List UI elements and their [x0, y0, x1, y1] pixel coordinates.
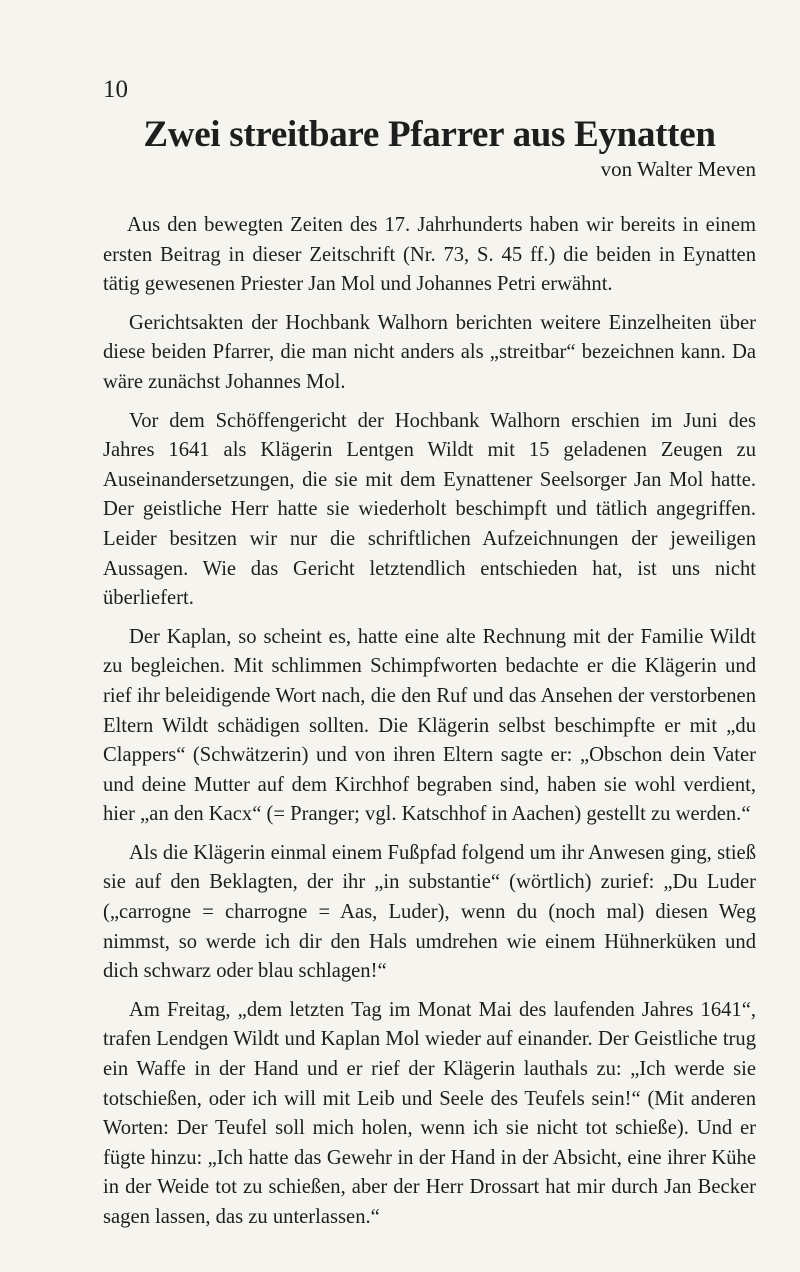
paragraph: Vor dem Schöffengericht der Hochbank Walhorn erschien im Juni des Jahres 1641 als Klägerin Lentgen Wildt mit 15 geladenen Zeugen zu Auseinandersetzungen, die sie mit dem Eynattener Seelsorger Jan Mol hatte. Der geistliche Herr hatte sie wiederholt beschimpft und tätlich angegriffen. Leider besitzen wir nur die schriftlichen Aufzeichnungen der jeweiligen Aussagen. Wie das Gericht letztendlich entschieden hat, ist uns nicht überliefert.: [103, 409, 756, 610]
article-title: Zwei streitbare Pfarrer aus Eynatten: [143, 114, 716, 155]
paragraph: Als die Klägerin einmal einem Fußpfad folgend um ihr Anwesen ging, stieß sie auf den Beklagten, der ihr „in substantie“ (wörtlich) zurief: „Du Luder („carrogne = charrogne = Aas, Luder), wenn du (noch mal) diesen Weg nimmst, so werde ich dir den Hals umdrehen wie einem Hühnerküken und dich schwarz oder blau schlagen!“: [103, 841, 756, 983]
paragraph: Gerichtsakten der Hochbank Walhorn berichten weitere Einzelheiten über diese beiden Pfarrer, die man nicht anders als „streitbar“ bezeichnen kann. Da wäre zunächst Johannes Mol.: [103, 311, 756, 393]
article-body: [103, 211, 756, 1242]
paragraph: Aus den bewegten Zeiten des 17. Jahrhunderts haben wir bereits in einem ersten Beitrag in dieser Zeitschrift (Nr. 73, S. 45 ff.) die beiden in Eynatten tätig gewesenen Priester Jan Mol und Johannes Petri erwähnt.: [103, 214, 756, 296]
article-author: von Walter Meven: [600, 157, 756, 181]
paragraph: Am Freitag, „dem letzten Tag im Monat Mai des laufenden Jahres 1641“, trafen Lendgen Wildt und Kaplan Mol wieder auf einander. Der Geistliche trug ein Waffe in der Hand und er rief der Klägerin lauthals zu: „Ich werde sie totschießen, oder ich will mit Leib und Seele des Teufels sein!“ (Mit anderen Worten: Der Teufel soll mich holen, wenn ich sie nicht tot schieße). Und er fügte hinzu: „Ich hatte das Gewehr in der Hand in der Absicht, eine ihrer Kühe in der Weide tot zu schießen, aber der Herr Drossart hat mir durch Jan Becker sagen lassen, das zu unterlassen.“: [103, 998, 756, 1228]
paragraph: Der Kaplan, so scheint es, hatte eine alte Rechnung mit der Familie Wildt zu begleichen. Mit schlimmen Schimpfworten bedachte er die Klägerin und rief ihr beleidigende Wort nach, die den Ruf und das Ansehen der verstorbenen Eltern Wildt schädigen sollten. Die Klägerin selbst beschimpfte er mit „du Clappers“ (Schwätzerin) und von ihren Eltern sagte er: „Obschon dein Vater und deine Mutter auf dem Kirchhof begraben sind, haben sie wohl verdient, hier „an den Kacx“ (= Pranger; vgl. Katschhof in Aachen) gestellt zu werden.“: [103, 625, 756, 826]
page-number: 10: [103, 76, 128, 103]
